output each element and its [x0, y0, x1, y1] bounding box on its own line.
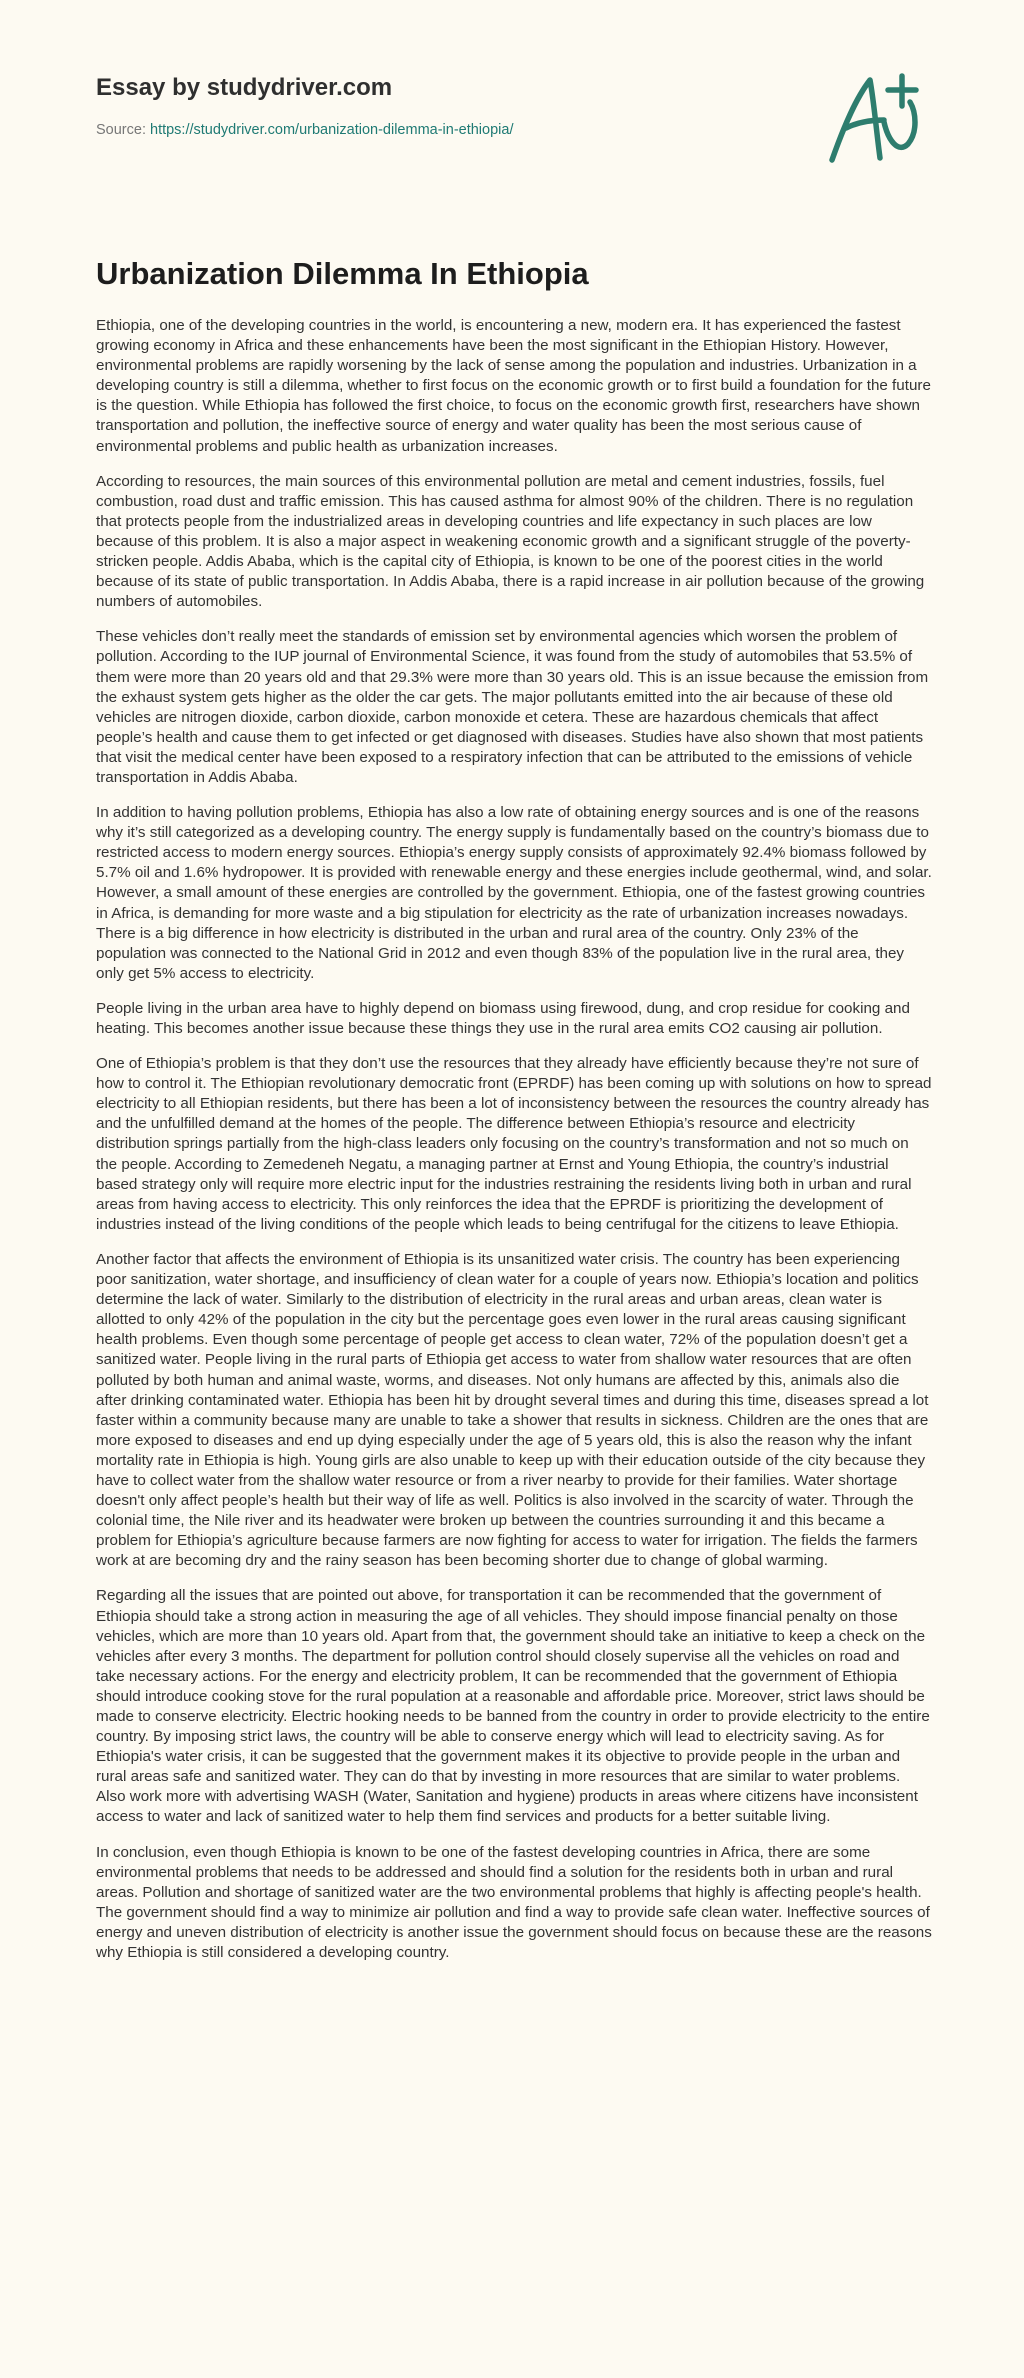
essay-title: Urbanization Dilemma In Ethiopia [96, 256, 589, 291]
source-line [96, 122, 513, 138]
essay-paragraph: Ethiopia, one of the developing countries in the world, is encountering a new, modern era. It has experienced the fastest growing economy in Africa and these enhancements have been the most significant in the Ethiopian History. However, environmental problems are rapidly worsening by the lack of sense among the population and industries. Urbanization in a developing country is still a dilemma, whether to first focus on the economic growth or to first build a foundation for the future is the question. While Ethiopia has followed the first choice, to focus on the economic growth first, researchers have shown transportation and pollution, the ineffective source of energy and water quality has been the most serious cause of environmental problems and public health as urbanization increases. [96, 317, 931, 455]
source-label: Source: [96, 122, 150, 138]
page-header [96, 70, 928, 170]
essay-paragraph: One of Ethiopia’s problem is that they don’t use the resources that they already have efficiently because they’re not sure of how to control it. The Ethiopian revolutionary democratic front (EPRDF) has been coming up with solutions on how to spread electricity to all Ethiopian residents, but there has been a lot of inconsistency between the resources the country already has and the unfulfilled demand at the homes of the people. The difference between Ethiopia’s resource and electricity distribution springs partially from the high-class leaders only focusing on the country’s transformation and not so much on the people. According to Zemedeneh Negatu, a managing partner at Ernst and Young Ethiopia, the country’s industrial based strategy only will require more electric input for the industries restraining the residents living both in urban and rural areas from having access to electricity. This only reinforces the idea that the EPRDF is prioritizing the development of industries instead of the living conditions of the people which leads to being centrifugal for the citizens to leave Ethiopia. [96, 1055, 932, 1233]
essay-paragraph: According to resources, the main sources of this environmental pollution are metal and cement industries, fossils, fuel combustion, road dust and traffic emission. This has caused asthma for almost 90% of the children. There is no regulation that protects people from the industrialized areas in developing countries and life expectancy in such places are low because of this problem. It is also a major aspect in weakening economic growth and a significant struggle of the poverty-stricken people. Addis Ababa, which is the capital city of Ethiopia, is known to be one of the poorest cities in the world because of its state of public transportation. In Addis Ababa, there is a rapid increase in air pollution because of the growing numbers of automobiles. [96, 472, 925, 611]
essay-paragraph: In conclusion, even though Ethiopia is known to be one of the fastest developing countries in Africa, there are some environmental problems that needs to be addressed and should find a solution for the residents both in urban and rural areas. Pollution and shortage of sanitized water are the two environmental problems that highly is affecting people's health. The government should find a way to minimize air pollution and find a way to provide safe clean water. Ineffective sources of energy and uneven distribution of electricity is another issue the government should focus on because these are the reasons why Ethiopia is still considered a developing country. [96, 1843, 932, 1962]
a-plus-logo-icon [818, 62, 928, 172]
source-link[interactable]: https://studydriver.com/urbanization-dilemma-in-ethiopia/ [150, 122, 514, 138]
essay-article [96, 254, 932, 1978]
essay-paragraph: People living in the urban area have to highly depend on biomass using firewood, dung, and crop residue for cooking and heating. This becomes another issue because these things they use in the rural area emits CO2 causing air pollution. [96, 999, 910, 1037]
site-title: Essay by studydriver.com [96, 74, 393, 101]
essay-paragraph: In addition to having pollution problems, Ethiopia has also a low rate of obtaining energy sources and is one of the reasons why it’s still categorized as a developing country. The energy supply is fundamentally based on the country’s biomass due to restricted access to modern energy sources. Ethiopia’s energy supply consists of approximately 92.4% biomass followed by 5.7% oil and 1.6% hydropower. It is provided with renewable energy and these energies include geothermal, wind, and solar. However, a small amount of these energies are controlled by the government. Ethiopia, one of the fastest growing countries in Africa, is demanding for more waste and a big stipulation for electricity as the rate of urbanization increases nowadays. There is a big difference in how electricity is distributed in the urban and rural area of the country. Only 23% of the population was connected to the National Grid in 2012 and even though 83% of the population live in the rural area, they only get 5% access to electricity. [96, 804, 932, 982]
essay-paragraph: Another factor that affects the environment of Ethiopia is its unsanitized water crisis. The country has been experiencing poor sanitization, water shortage, and insufficiency of clean water for a couple of years now. Ethiopia’s location and politics determine the lack of water. Similarly to the distribution of electricity in the rural areas and urban areas, clean water is allotted to only 42% of the population in the city but the percentage goes even lower in the rural areas causing significant health problems. Even though some percentage of people get access to clean water, 72% of the population doesn’t get a sanitized water. People living in the rural parts of Ethiopia get access to water from shallow water resources that are often polluted by both human and animal waste, worms, and diseases. Not only humans are affected by this, animals also die after drinking contaminated water. Ethiopia has been hit by drought several times and during this time, diseases spread a lot faster within a community because many are unable to take a shower that results in sickness. Children are the ones that are more exposed to diseases and end up dying especially under the age of 5 years old, this is also the reason why the infant mortality rate in Ethiopia is high. Young girls are also unable to keep up with their education outside of the city because they have to collect water from the shallow water resource or from a river nearby to provide for their families. Water shortage doesn't only affect people’s health but their way of life as well. Politics is also involved in the scarcity of water. Through the colonial time, the Nile river and its headwater were broken up between the countries surrounding it and this became a problem for Ethiopia’s agriculture because farmers are now fighting for access to water for irrigation. The fields the farmers work at are becoming dry and the rainy season has been becoming shorter due to change of global warming. [96, 1250, 929, 1570]
essay-paragraph: These vehicles don’t really meet the standards of emission set by environmental agencies which worsen the problem of pollution. According to the IUP journal of Environmental Science, it was found from the study of automobiles that 53.5% of them were more than 20 years old and that 29.3% were more than 30 years old. This is an issue because the emission from the exhaust system gets higher as the older the car gets. The major pollutants emitted into the air because of these old vehicles are nitrogen dioxide, carbon dioxide, carbon monoxide et cetera. These are hazardous chemicals that affect people’s health and cause them to get infected or get diagnosed with diseases. Studies have also shown that most patients that visit the medical center have been exposed to a respiratory infection that can be attributed to the emissions of vehicle transportation in Addis Ababa. [96, 628, 929, 786]
essay-paragraph: Regarding all the issues that are pointed out above, for transportation it can be recommended that the government of Ethiopia should take a strong action in measuring the age of all vehicles. They should impose financial penalty on those vehicles, which are more than 10 years old. Apart from that, the government should take an initiative to keep a check on the vehicles after every 3 months. The department for pollution control should closely supervise all the vehicles on road and take necessary actions. For the energy and electricity problem, It can be recommended that the government of Ethiopia should introduce cooking stove for the rural population at a reasonable and affordable price. Moreover, strict laws should be made to conserve electricity. Electric hooking needs to be banned from the country in order to provide electricity to the entire country. By imposing strict laws, the country will be able to conserve energy which will lead to electricity saving. As for Ethiopia's water crisis, it can be suggested that the government makes it its objective to provide people in the urban and rural areas safe and sanitized water. They can do that by investing in more resources that are similar to water problems. Also work more with advertising WASH (Water, Sanitation and hygiene) products in areas where citizens have inconsistent access to water and lack of sanitized water to help them find services and products for a better suitable living. [96, 1587, 930, 1826]
